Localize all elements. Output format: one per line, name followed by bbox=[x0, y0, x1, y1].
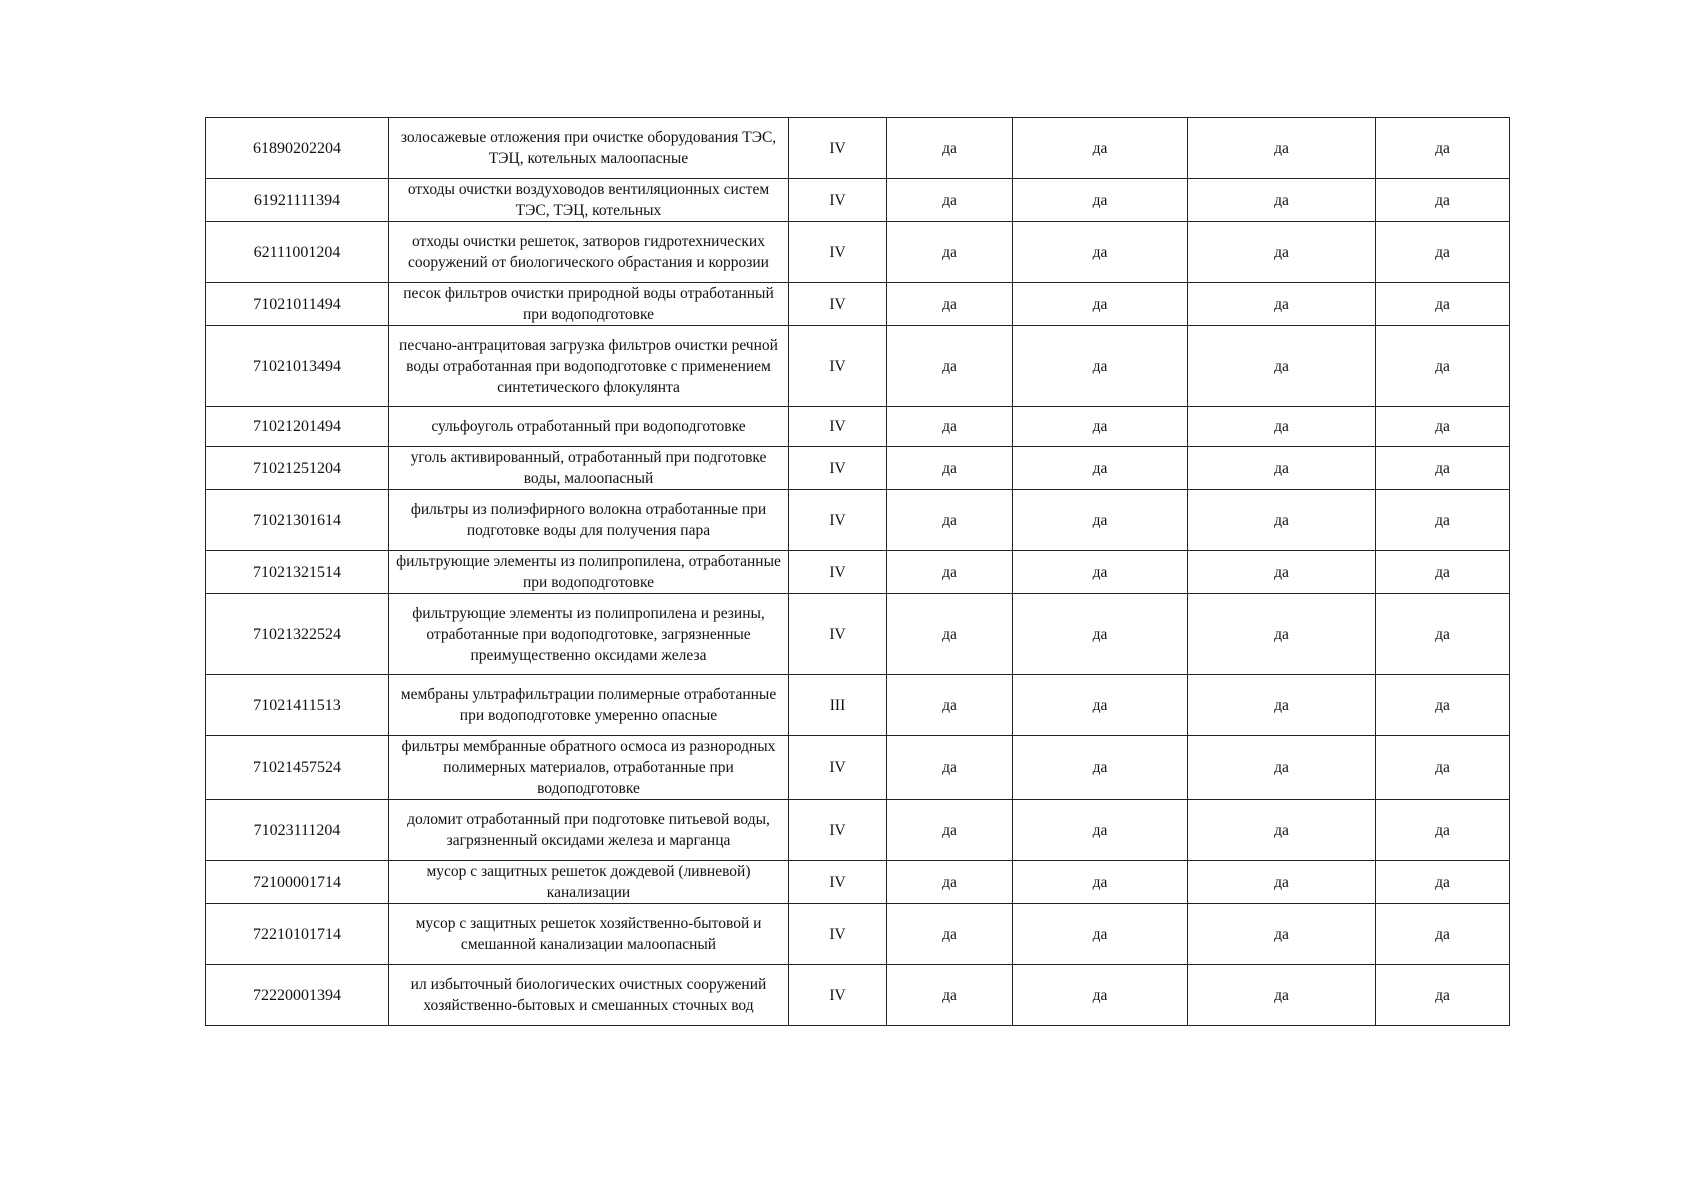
flag-cell-4: да bbox=[1376, 447, 1510, 490]
waste-code-cell: 72100001714 bbox=[206, 861, 389, 904]
flag-cell-4: да bbox=[1376, 490, 1510, 551]
flag-cell-1: да bbox=[887, 800, 1013, 861]
flag-cell-2: да bbox=[1013, 283, 1188, 326]
waste-code-cell: 62111001204 bbox=[206, 222, 389, 283]
hazard-class-cell: IV bbox=[789, 407, 887, 447]
flag-cell-4: да bbox=[1376, 904, 1510, 965]
flag-cell-3: да bbox=[1188, 736, 1376, 800]
table-row bbox=[206, 800, 1510, 861]
waste-code-cell: 71021457524 bbox=[206, 736, 389, 800]
table-row bbox=[206, 904, 1510, 965]
table-body bbox=[206, 118, 1510, 1026]
flag-cell-3: да bbox=[1188, 447, 1376, 490]
flag-cell-3: да bbox=[1188, 283, 1376, 326]
flag-cell-1: да bbox=[887, 283, 1013, 326]
waste-code-cell: 71021322524 bbox=[206, 594, 389, 675]
flag-cell-2: да bbox=[1013, 407, 1188, 447]
flag-cell-3: да bbox=[1188, 800, 1376, 861]
waste-code-cell: 71021011494 bbox=[206, 283, 389, 326]
table-row bbox=[206, 594, 1510, 675]
waste-description-cell: сульфоуголь отработанный при водоподготовке bbox=[389, 407, 789, 447]
waste-code-cell: 71021321514 bbox=[206, 551, 389, 594]
waste-description-cell: фильтрующие элементы из полипропилена, отработанные при водоподготовке bbox=[389, 551, 789, 594]
waste-description-cell: мусор с защитных решеток дождевой (ливневой) канализации bbox=[389, 861, 789, 904]
flag-cell-4: да bbox=[1376, 736, 1510, 800]
waste-description-cell: песчано-антрацитовая загрузка фильтров очистки речной воды отработанная при водоподготовке с применением синтетического флокулянта bbox=[389, 326, 789, 407]
flag-cell-4: да bbox=[1376, 407, 1510, 447]
waste-description-cell: песок фильтров очистки природной воды отработанный при водоподготовке bbox=[389, 283, 789, 326]
waste-code-cell: 71021201494 bbox=[206, 407, 389, 447]
flag-cell-2: да bbox=[1013, 800, 1188, 861]
waste-description-cell: фильтры из полиэфирного волокна отработанные при подготовке воды для получения пара bbox=[389, 490, 789, 551]
flag-cell-1: да bbox=[887, 118, 1013, 179]
flag-cell-3: да bbox=[1188, 965, 1376, 1026]
flag-cell-4: да bbox=[1376, 800, 1510, 861]
table-row bbox=[206, 675, 1510, 736]
flag-cell-1: да bbox=[887, 222, 1013, 283]
hazard-class-cell: IV bbox=[789, 904, 887, 965]
flag-cell-4: да bbox=[1376, 861, 1510, 904]
flag-cell-4: да bbox=[1376, 179, 1510, 222]
flag-cell-1: да bbox=[887, 179, 1013, 222]
table-row bbox=[206, 447, 1510, 490]
flag-cell-2: да bbox=[1013, 447, 1188, 490]
waste-description-cell: фильтры мембранные обратного осмоса из разнородных полимерных материалов, отработанные при водоподготовке bbox=[389, 736, 789, 800]
flag-cell-1: да bbox=[887, 326, 1013, 407]
hazard-class-cell: IV bbox=[789, 283, 887, 326]
flag-cell-2: да bbox=[1013, 551, 1188, 594]
flag-cell-4: да bbox=[1376, 594, 1510, 675]
hazard-class-cell: IV bbox=[789, 447, 887, 490]
flag-cell-3: да bbox=[1188, 594, 1376, 675]
flag-cell-1: да bbox=[887, 551, 1013, 594]
flag-cell-4: да bbox=[1376, 283, 1510, 326]
flag-cell-4: да bbox=[1376, 675, 1510, 736]
hazard-class-cell: IV bbox=[789, 490, 887, 551]
flag-cell-3: да bbox=[1188, 326, 1376, 407]
hazard-class-cell: IV bbox=[789, 736, 887, 800]
flag-cell-1: да bbox=[887, 675, 1013, 736]
flag-cell-3: да bbox=[1188, 222, 1376, 283]
hazard-class-cell: III bbox=[789, 675, 887, 736]
flag-cell-2: да bbox=[1013, 904, 1188, 965]
waste-code-cell: 61890202204 bbox=[206, 118, 389, 179]
waste-code-cell: 71023111204 bbox=[206, 800, 389, 861]
flag-cell-3: да bbox=[1188, 179, 1376, 222]
flag-cell-2: да bbox=[1013, 675, 1188, 736]
waste-code-cell: 72220001394 bbox=[206, 965, 389, 1026]
table-row bbox=[206, 283, 1510, 326]
flag-cell-1: да bbox=[887, 861, 1013, 904]
waste-description-cell: мембраны ультрафильтрации полимерные отработанные при водоподготовке умеренно опасные bbox=[389, 675, 789, 736]
flag-cell-3: да bbox=[1188, 551, 1376, 594]
flag-cell-1: да bbox=[887, 490, 1013, 551]
flag-cell-2: да bbox=[1013, 490, 1188, 551]
waste-table bbox=[205, 117, 1510, 1026]
flag-cell-2: да bbox=[1013, 861, 1188, 904]
flag-cell-1: да bbox=[887, 904, 1013, 965]
waste-description-cell: отходы очистки решеток, затворов гидротехнических сооружений от биологического обрастания и коррозии bbox=[389, 222, 789, 283]
flag-cell-3: да bbox=[1188, 904, 1376, 965]
table-row bbox=[206, 490, 1510, 551]
flag-cell-3: да bbox=[1188, 118, 1376, 179]
waste-code-cell: 71021013494 bbox=[206, 326, 389, 407]
waste-code-cell: 61921111394 bbox=[206, 179, 389, 222]
flag-cell-3: да bbox=[1188, 490, 1376, 551]
waste-code-cell: 71021251204 bbox=[206, 447, 389, 490]
flag-cell-3: да bbox=[1188, 407, 1376, 447]
hazard-class-cell: IV bbox=[789, 800, 887, 861]
waste-description-cell: фильтрующие элементы из полипропилена и резины, отработанные при водоподготовке, загрязненные преимущественно оксидами железа bbox=[389, 594, 789, 675]
waste-description-cell: доломит отработанный при подготовке питьевой воды, загрязненный оксидами железа и марганца bbox=[389, 800, 789, 861]
flag-cell-1: да bbox=[887, 407, 1013, 447]
waste-code-cell: 72210101714 bbox=[206, 904, 389, 965]
flag-cell-2: да bbox=[1013, 326, 1188, 407]
hazard-class-cell: IV bbox=[789, 594, 887, 675]
hazard-class-cell: IV bbox=[789, 551, 887, 594]
flag-cell-2: да bbox=[1013, 736, 1188, 800]
waste-description-cell: отходы очистки воздуховодов вентиляционных систем ТЭС, ТЭЦ, котельных bbox=[389, 179, 789, 222]
flag-cell-4: да bbox=[1376, 326, 1510, 407]
flag-cell-2: да bbox=[1013, 118, 1188, 179]
table-row bbox=[206, 326, 1510, 407]
waste-description-cell: ил избыточный биологических очистных сооружений хозяйственно-бытовых и смешанных сточных вод bbox=[389, 965, 789, 1026]
flag-cell-1: да bbox=[887, 736, 1013, 800]
flag-cell-3: да bbox=[1188, 861, 1376, 904]
flag-cell-1: да bbox=[887, 965, 1013, 1026]
waste-code-cell: 71021411513 bbox=[206, 675, 389, 736]
flag-cell-2: да bbox=[1013, 222, 1188, 283]
table-row bbox=[206, 222, 1510, 283]
table-row bbox=[206, 965, 1510, 1026]
flag-cell-2: да bbox=[1013, 965, 1188, 1026]
waste-description-cell: уголь активированный, отработанный при подготовке воды, малоопасный bbox=[389, 447, 789, 490]
hazard-class-cell: IV bbox=[789, 326, 887, 407]
hazard-class-cell: IV bbox=[789, 179, 887, 222]
hazard-class-cell: IV bbox=[789, 861, 887, 904]
flag-cell-2: да bbox=[1013, 594, 1188, 675]
flag-cell-1: да bbox=[887, 594, 1013, 675]
hazard-class-cell: IV bbox=[789, 222, 887, 283]
waste-description-cell: мусор с защитных решеток хозяйственно-бытовой и смешанной канализации малоопасный bbox=[389, 904, 789, 965]
hazard-class-cell: IV bbox=[789, 965, 887, 1026]
flag-cell-2: да bbox=[1013, 179, 1188, 222]
flag-cell-4: да bbox=[1376, 551, 1510, 594]
flag-cell-1: да bbox=[887, 447, 1013, 490]
waste-description-cell: золосажевые отложения при очистке оборудования ТЭС, ТЭЦ, котельных малоопасные bbox=[389, 118, 789, 179]
flag-cell-4: да bbox=[1376, 118, 1510, 179]
hazard-class-cell: IV bbox=[789, 118, 887, 179]
table-row bbox=[206, 736, 1510, 800]
waste-code-cell: 71021301614 bbox=[206, 490, 389, 551]
table-row bbox=[206, 118, 1510, 179]
table-row bbox=[206, 861, 1510, 904]
flag-cell-3: да bbox=[1188, 675, 1376, 736]
flag-cell-4: да bbox=[1376, 222, 1510, 283]
table-row bbox=[206, 551, 1510, 594]
flag-cell-4: да bbox=[1376, 965, 1510, 1026]
table-row bbox=[206, 179, 1510, 222]
table-row bbox=[206, 407, 1510, 447]
